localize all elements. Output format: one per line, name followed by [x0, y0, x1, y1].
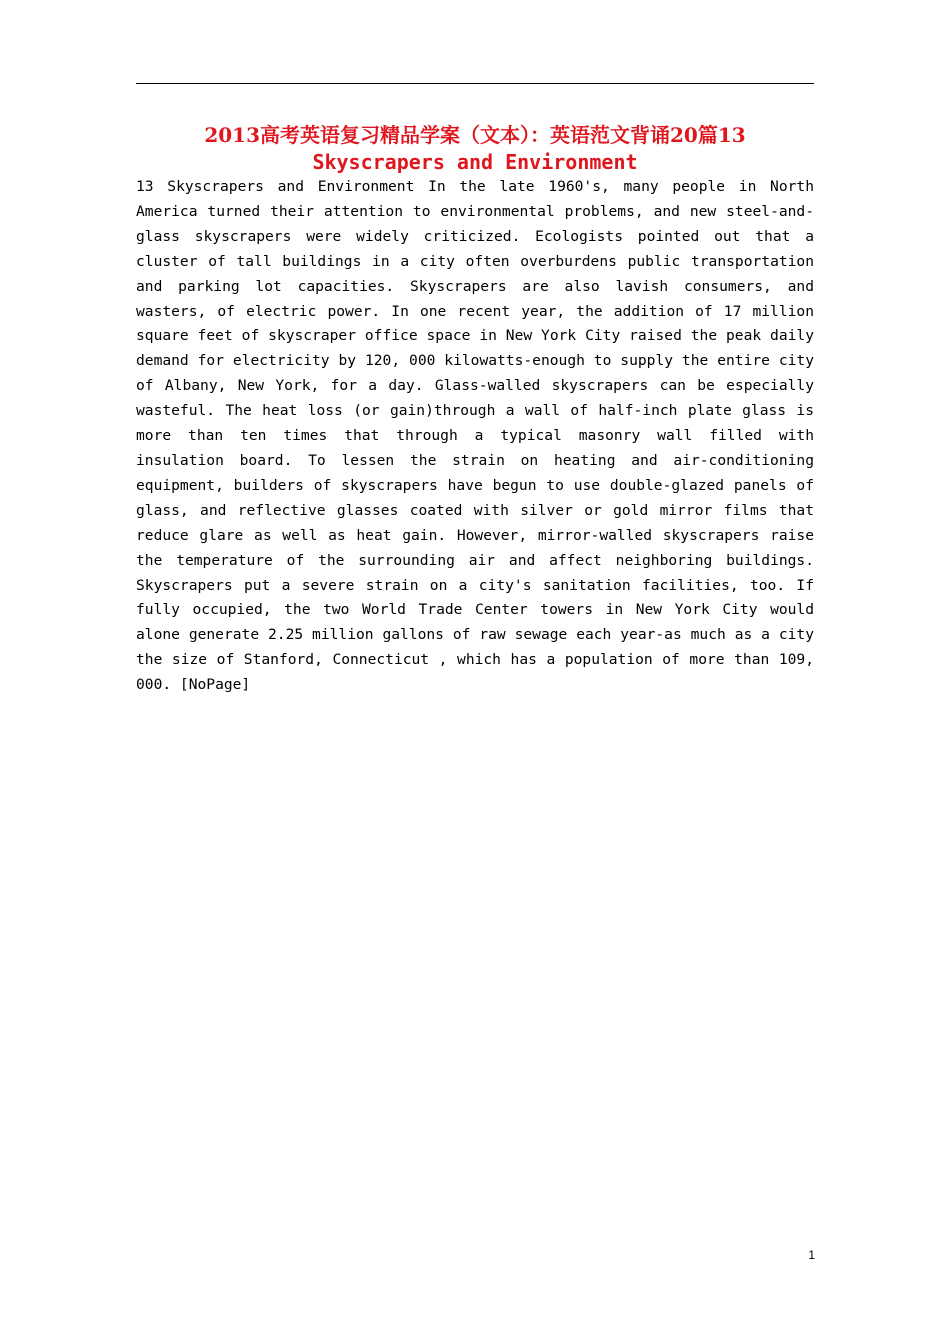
page-number: 1: [808, 1248, 815, 1262]
title-line-1: 2013高考英语复习精品学案（文本）：英语范文背诵20篇13: [204, 123, 746, 147]
title-line-2: Skyscrapers and Environment: [312, 150, 638, 174]
body-paragraph: 13 Skyscrapers and Environment In the late 1960's, many people in North America turned their attention to environmental problems, and new steel-and-glass skyscrapers were widely criticized. Ecologists pointed out that a cluster of tall buildings in a city often overburdens public transportation and parking lot capacities. Skyscrapers are also lavish consumers, and wasters, of electric power. In one recent year, the addition of 17 million square feet of skyscraper office space in New York City raised the peak daily demand for electricity by 120, 000 kilowatts-enough to supply the entire city of Albany, New York, for a day. Glass-walled skyscrapers can be especially wasteful. The heat loss (or gain)through a wall of half-inch plate glass is more than ten times that through a typical masonry wall filled with insulation board. To lessen the strain on heating and air-conditioning equipment, builders of skyscrapers have begun to use double-glazed panels of glass, and reflective glasses coated with silver or gold mirror films that reduce glare as well as heat gain. However, mirror-walled skyscrapers raise the temperature of the surrounding air and affect neighboring buildings. Skyscrapers put a severe strain on a city's sanitation facilities, too. If fully occupied, the two World Trade Center towers in New York City would alone generate 2.25 million gallons of raw sewage each year-as much as a city the size of Stanford, Connecticut , which has a population of more than 109, 000. [NoPage]: [136, 178, 814, 694]
document-title: [136, 122, 814, 176]
header-rule: [136, 83, 814, 84]
